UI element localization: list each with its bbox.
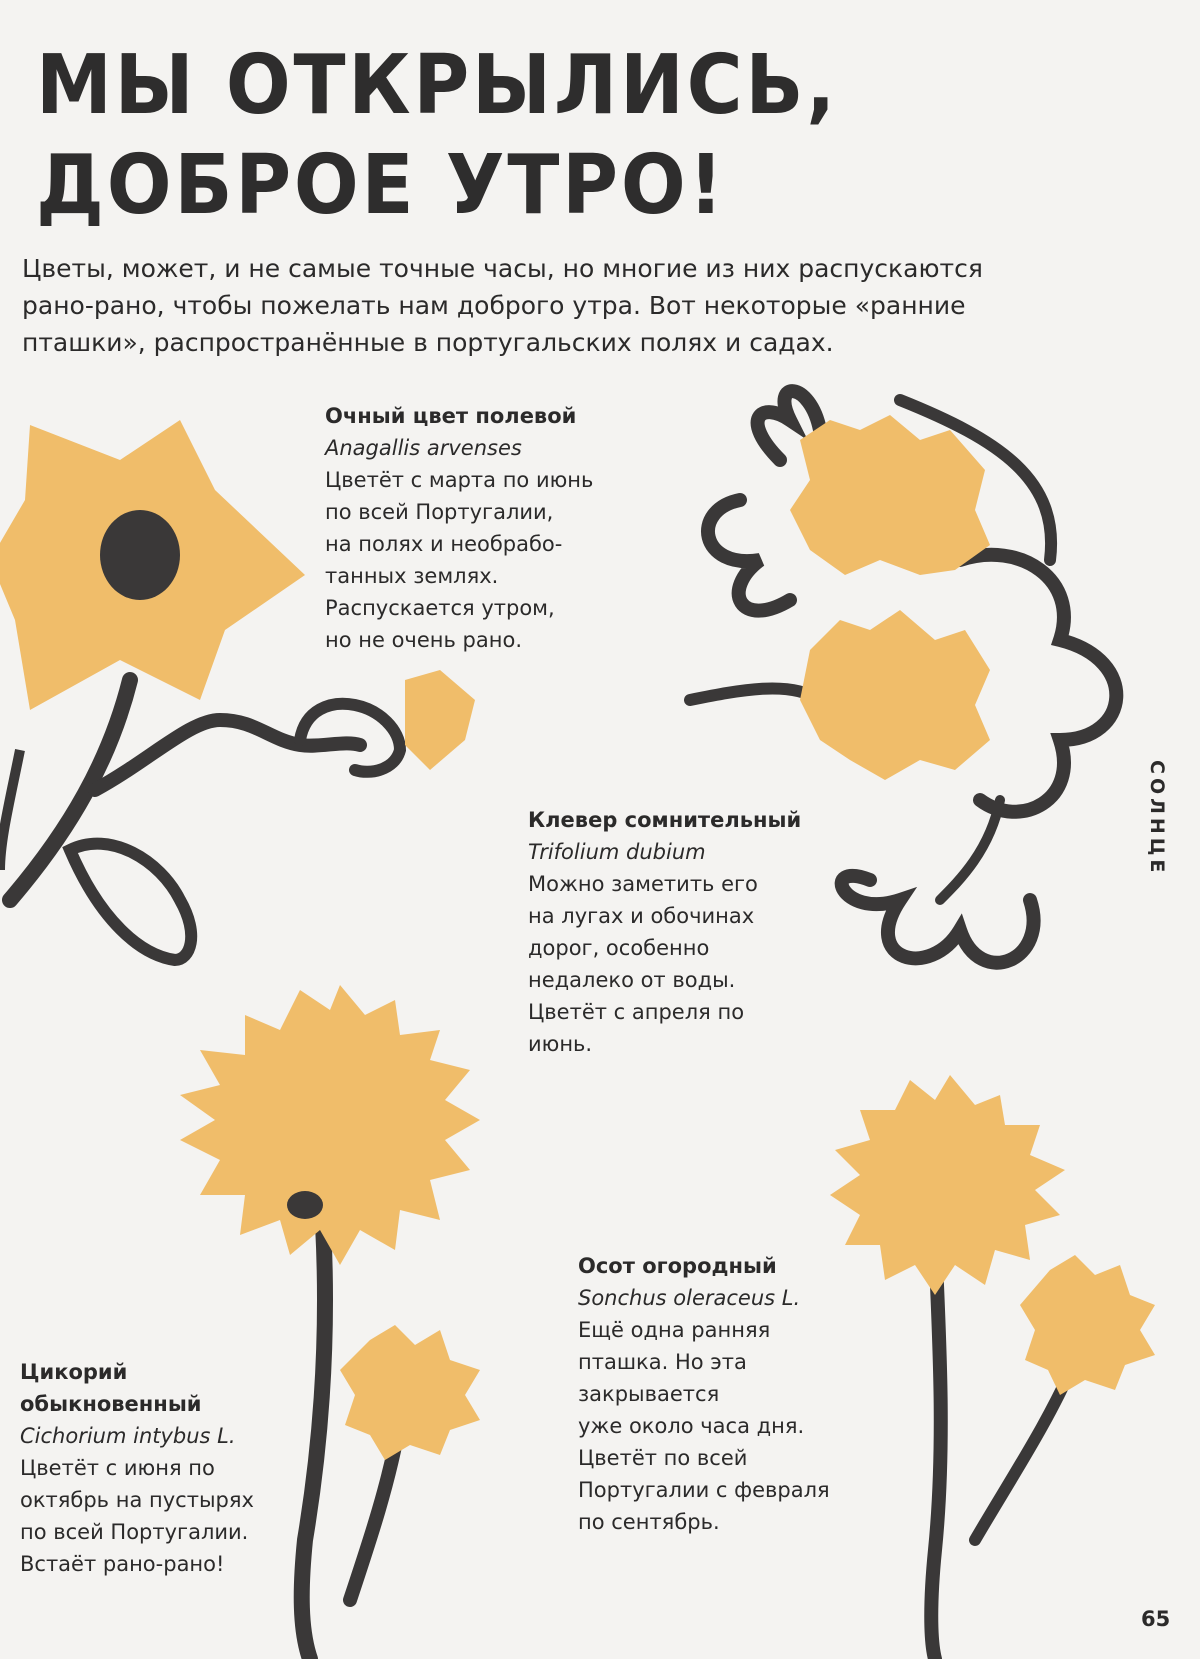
note-line: Распускается утром, [325,596,555,620]
trifolium-note [528,804,801,1060]
note-line: закрывается [578,1382,720,1406]
note-line: Цветёт с апреля по [528,1000,745,1024]
note-line: октябрь на пустырях [20,1488,254,1512]
note-line: июнь. [528,1032,593,1056]
note-line: но не очень рано. [325,628,522,652]
page-number: 65 [1141,1607,1171,1631]
flower-latin-name: Trifolium dubium [528,840,706,864]
note-line: Португалии с февраля [578,1478,830,1502]
title-line-1: МЫ ОТКРЫЛИСЬ, [36,38,839,133]
page-title [36,36,838,236]
note-line: по всей Португалии. [20,1520,249,1544]
sonchus-note [578,1250,830,1538]
flower-latin-name: Sonchus oleraceus L. [578,1286,801,1310]
flower-name: Очный цвет полевой [325,404,577,428]
intro-line-3: пташки», распространённые в португальских полях и садах. [22,328,834,357]
note-line: танных землях. [325,564,499,588]
note-line: по всей Португалии, [325,500,554,524]
anagallis-note [325,400,593,656]
flower-latin-name: Anagallis arvenses [325,436,522,460]
flower-latin-name: Cichorium intybus L. [20,1424,236,1448]
note-line: дорог, особенно [528,936,710,960]
note-line: недалеко от воды. [528,968,736,992]
note-line: Цветёт с марта по июнь [325,468,594,492]
sonchus-illustration [830,1075,1155,1659]
note-line: Цветёт по всей [578,1446,748,1470]
intro-paragraph [22,250,1082,361]
flower-name: обыкновенный [20,1392,202,1416]
title-line-2: ДОБРОЕ УТРО! [36,138,727,233]
flower-name: Осот огородный [578,1254,777,1278]
note-line: Цветёт с июня по [20,1456,215,1480]
note-line: пташка. Но эта [578,1350,747,1374]
intro-line-1: Цветы, может, и не самые точные часы, но многие из них распускаются [22,254,983,283]
note-line: на полях и необрабо- [325,532,563,556]
note-line: Встаёт рано-рано! [20,1552,225,1576]
note-line: на лугах и обочинах [528,904,755,928]
intro-line-2: рано-рано, чтобы пожелать нам доброго утра. Вот некоторые «ранние [22,291,966,320]
note-line: по сентябрь. [578,1510,720,1534]
note-line: Можно заметить его [528,872,758,896]
note-line: уже около часа дня. [578,1414,805,1438]
cichorium-note [20,1356,254,1580]
flower-name: Клевер сомнительный [528,808,802,832]
note-line: Ещё одна ранняя [578,1318,771,1342]
flower-name: Цикорий [20,1360,128,1384]
section-label: СОЛНЦЕ [1146,760,1168,877]
